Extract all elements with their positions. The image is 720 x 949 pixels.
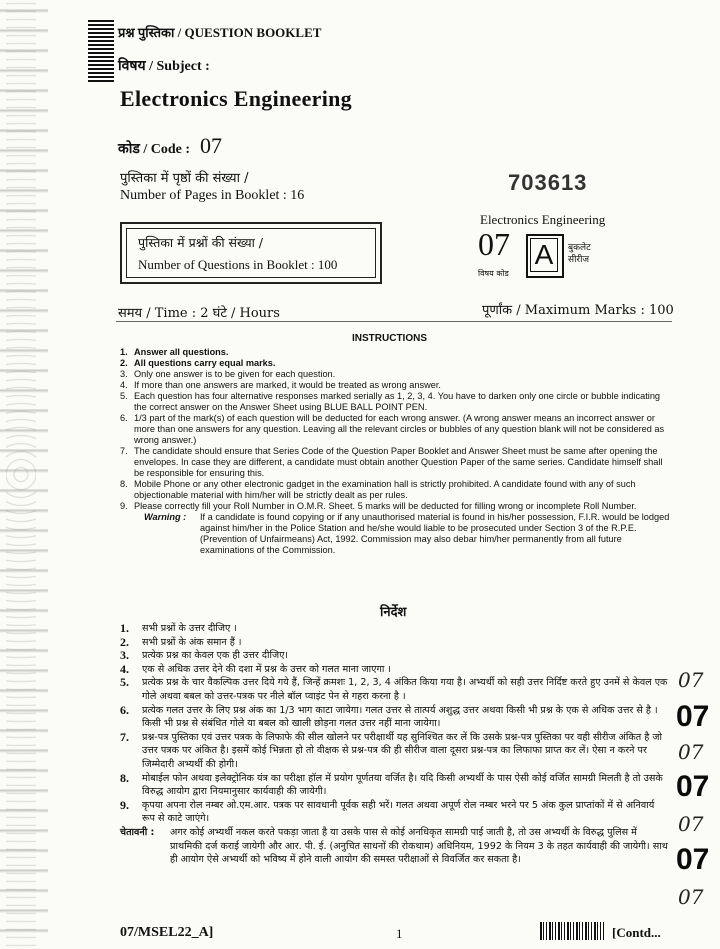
margin-handwritten-code: 07 [678, 740, 704, 764]
code-row [118, 133, 222, 159]
instruction-item: 7. The candidate should ensure that Series Code of the Question Paper Booklet and Answer Sheet must be same after opening the envelopes. In case they are different, a candidate must obtain another Question Paper of the same series. Candidate himself shall be responsible for ensuring this. [120, 446, 663, 478]
continued-label: [Contd... [612, 925, 661, 940]
hindi-instruction-item: 9. कृपया अपना रोल नम्बर ओ.एम.आर. पत्रक पर सावधानी पूर्वक सही भरें। गलत अथवा अपूर्ण रोल नम्बर भरने पर 5 अंक कुल प्राप्तांकों में से अनिवार्य रूप से काटे जाएंगे। [120, 797, 655, 825]
stamp-subject: Electronics Engineering [480, 212, 606, 227]
booklet-label: प्रश्न पुस्तिका / QUESTION BOOKLET [118, 25, 322, 40]
stamp-series-box [526, 234, 564, 278]
hindi-title: निर्देश [380, 605, 407, 620]
footer-code: 07/MSEL22_A] [120, 925, 214, 940]
warning-label: Warning : [144, 512, 187, 522]
stamp-series: A [530, 238, 558, 272]
subject-label: विषय / Subject : [118, 59, 210, 74]
serial-number: 703613 [508, 170, 588, 195]
hindi-instruction-item: 5. प्रत्येक प्रश्न के चार वैकल्पिक उत्तर दिये गये हैं, जिन्हें क्रमशः 1, 2, 3, 4 अंकित किया गया है। अभ्यर्थी को सही उत्तर निर्दिष्ट करते हुए उनमें से केवल एक गोले अथवा बबल को उत्तर-पत्रक पर नीले बॉल प्वाइंट पेन से गहरा करना है । [120, 675, 668, 702]
header-barcode-stripes [88, 20, 114, 82]
warning-text: If a candidate is found copying or if any unauthorised material is found in his/her possession, F.I.R. would be lodged against him/her in the Police Station and he/she would liable to be prosecuted under Section 3 of the R.P.E. (Prevention of Unfairmeans) Act, 1992. Commission may also debar him/her permanently from all future examinations of the Commission. [200, 512, 670, 555]
hindi-warning-block [120, 826, 668, 867]
time-allowed: समय / Time : 2 घंटे / Hours [118, 306, 280, 321]
margin-printed-code: 07 [676, 843, 710, 876]
instruction-item: 4. If more than one answers are marked, it would be treated as wrong answer. [120, 380, 441, 390]
instructions-list [120, 347, 670, 556]
hindi-instruction-item: 6. प्रत्येक गलत उत्तर के लिए प्रश्न अंक का 1/3 भाग काटा जायेगा। गलत उत्तर से तात्पर्य अशुद्ध उत्तर अथवा किसी भी प्रश्न के एक से अधिक उत्तर से है । किसी भी प्रश्न से संबंधित गोले या बबल को खाली छोड़ना गलत उत्तर नहीं माना जायेगा। [120, 702, 658, 730]
instruction-item: 8. Mobile Phone or any other electronic gadget in the examination hall is strictly prohibited. A candidate found with any of such objectionable material with him/her will be strictly dealt as per rules. [120, 479, 636, 500]
code-value: 07 [200, 133, 223, 158]
hindi-instruction-item: 4. एक से अधिक उत्तर देने की दशा में प्रश्न के उत्तर को गलत माना जाएगा । [120, 661, 392, 676]
stamp-series-caption: बुकलेट सीरीज [568, 243, 591, 265]
maximum-marks: पूर्णांक / Maximum Marks : 100 [482, 303, 674, 318]
hindi-instructions-list [120, 622, 668, 867]
code-label: कोड / Code : [118, 142, 191, 157]
pages-label-hi: पुस्तिका में पृष्ठों की संख्या / [120, 171, 249, 186]
subject-name: Electronics Engineering [120, 86, 352, 111]
hindi-warning-text: अगर कोई अभ्यर्थी नकल करते पकड़ा जाता है या उसके पास से कोई अनधिकृत सामग्री पाई जाती है, तो उस अभ्यर्थी के विरुद्ध पुलिस में प्राथमिकी दर्ज कराई जायेगी और आर. पी. ई. (अनुचित साधनों की रोकथाम) अधिनियम, 1992 के नियम 3 के तहत कार्यवाही की जायेगी। साथ ही आयोग ऐसे अभ्यर्थी को भविष्य में होने वाली आयोग की समस्त परीक्षाओं से विवर्जित कर सकता है। [170, 826, 668, 866]
header-divider [116, 321, 672, 322]
hindi-instruction-item: 8. मोबाईल फोन अथवा इलेक्ट्रोनिक यंत्र का परीक्षा हॉल में प्रयोग पूर्णतया वर्जित है। यदि किसी अभ्यर्थी के पास ऐसी कोई वर्जित सामग्री मिलती है तो उसके विरुद्ध आयोग द्वारा नियमानुसार कार्यवाही की जायेगी। [120, 770, 663, 798]
instruction-item: 5. Each question has four alternative responses marked serially as 1, 2, 3, 4. You have to darken only one circle or bubble indicating the correct answer on the Answer Sheet using BLUE BALL POINT PEN. [120, 391, 661, 412]
page-number: 1 [396, 926, 403, 941]
margin-handwritten-code: 07 [678, 668, 704, 692]
pages-label-en: Number of Pages in Booklet : 16 [120, 188, 305, 203]
questions-label-hi: पुस्तिका में प्रश्नों की संख्या / [138, 235, 263, 250]
spiral-binding-rings [6, 0, 36, 949]
subject-stamp [474, 208, 640, 284]
margin-handwritten-code: 07 [678, 812, 704, 836]
margin-printed-code: 07 [676, 770, 710, 803]
hindi-warning-label: चेतावनी : [120, 826, 155, 838]
instruction-item: 1. Answer all questions. [120, 347, 229, 357]
stamp-code-caption: विषय कोड [478, 269, 509, 278]
instruction-item: 9. Please correctly fill your Roll Number in O.M.R. Sheet. 5 marks will be deducted for filling wrong or incomplete Roll Number. [120, 501, 637, 511]
hindi-instruction-item: 7. प्रश्न-पत्र पुस्तिका एवं उत्तर पत्रक के लिफाफे की सील खोलने पर परीक्षार्थी यह सुनिश्चित कर लें कि उसके प्रश्न-पत्र पुस्तिका पर वही सीरीज अंकित है जो उत्तर पत्रक पर अंकित है। इसमें कोई भिन्नता हो तो वीक्षक से प्रश्न-पत्र की ही सीरीज वाला दूसरा प्रश्न-पत्र का लिफाफा प्राप्त कर लें। ऐसा न करने पर जिम्मेदारी अभ्यर्थी की होगी। [120, 729, 662, 770]
hindi-instruction-item: 1. सभी प्रश्नों के उत्तर दीजिए । [120, 621, 237, 635]
stamp-code: 07 [478, 226, 510, 262]
hindi-instruction-item: 3. प्रत्येक प्रश्न का केवल एक ही उत्तर दीजिए। [120, 648, 289, 663]
margin-handwritten-code: 07 [678, 885, 704, 909]
warning-block [120, 512, 670, 556]
questions-count-box [120, 222, 382, 284]
questions-label-en: Number of Questions in Booklet : 100 [138, 257, 338, 272]
margin-printed-code: 07 [676, 700, 710, 733]
instruction-item: 2. All questions carry equal marks. [120, 358, 276, 368]
instructions-title: INSTRUCTIONS [352, 333, 427, 344]
footer-barcode [540, 922, 604, 940]
instruction-item: 6. 1/3 part of the mark(s) of each question will be deducted for each wrong answer. (A wrong answer means an incorrect answer or more than one answers for any question. Leaving all the relevant circles or bubbles of any question blank will not be considered as wrong answer.) [120, 413, 665, 445]
hindi-instruction-item: 2. सभी प्रश्नों के अंक समान हैं । [120, 634, 242, 649]
instruction-item: 3. Only one answer is to be given for each question. [120, 369, 336, 379]
